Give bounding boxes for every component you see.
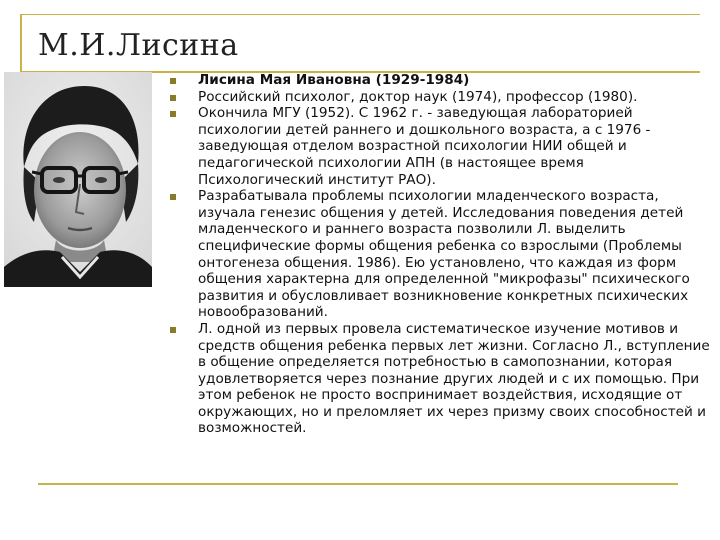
list-item <box>168 89 713 106</box>
bottom-rule <box>38 483 678 485</box>
bullet-content <box>168 72 713 437</box>
bullet-list <box>168 72 713 437</box>
list-item <box>168 105 713 188</box>
square-bullet-icon <box>170 194 176 200</box>
square-bullet-icon <box>170 327 176 333</box>
list-item-text: Л. одной из первых провела систематическое изучение мотивов и средств общения ребенка первых лет жизни. Согласно Л., вступление в общение определяется потребностью в самопознании, которая удовлетворяется через познание других людей и с их помощью. При этом ребенок не просто воспринимает воздействия, исходящие от окружающих, но и преломляет их через призму своих способностей и возможностей. <box>198 320 710 437</box>
list-item-text: Окончила МГУ (1952). С 1962 г. - заведующая лабораторией психологии детей раннего и дошкольного возраста, а с 1976 - заведующая отделом возрастной психологии НИИ общей и педагогической психологии АПН (в настоящее время Психологический институт РАО). <box>198 105 651 188</box>
square-bullet-icon <box>170 111 176 117</box>
list-item-text: Лисина Мая Ивановна (1929-1984) <box>198 72 470 88</box>
list-item <box>168 321 713 437</box>
frame-top-line <box>20 14 700 15</box>
square-bullet-icon <box>170 78 176 84</box>
square-bullet-icon <box>170 95 176 101</box>
list-item <box>168 72 713 89</box>
frame-left-line <box>20 14 22 74</box>
slide-title: М.И.Лисина <box>38 28 239 63</box>
list-item-text: Разрабатывала проблемы психологии младенческого возраста, изучала генезис общения у детей. Исследования поведения детей младенческого и раннего возраста позволили Л. выделить специфические формы общения ребенка со взрослыми (Проблемы онтогенеза общения. 1986). Ею установлено, что каждая из форм общения характерна для определенной "микрофазы" психического развития и обусловливает возникновение конкретных психических новообразований. <box>198 188 690 321</box>
list-item <box>168 188 713 321</box>
list-item-text: Российский психолог, доктор наук (1974), профессор (1980). <box>198 88 638 105</box>
portrait-photo <box>4 72 152 287</box>
